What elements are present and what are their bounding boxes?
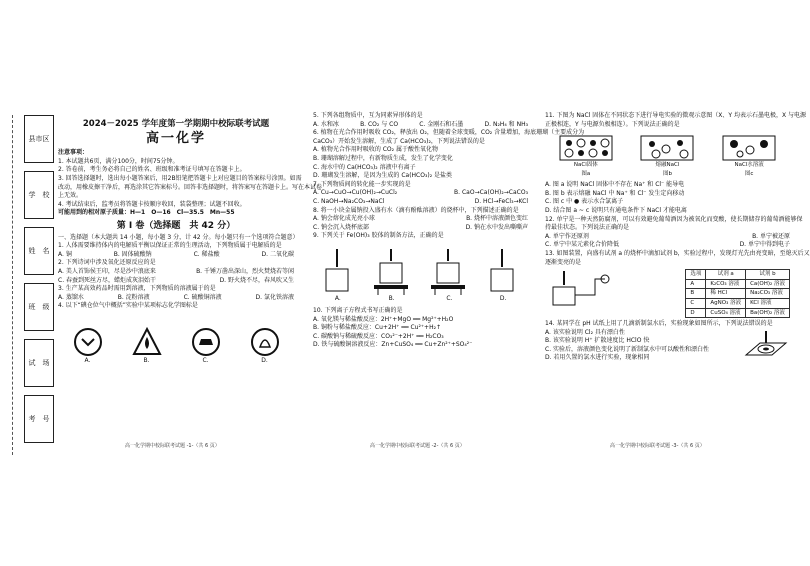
question-stem-cont: 持最佳状态。下列说法正确的是	[545, 224, 630, 232]
heated-beaker-icon	[370, 247, 414, 295]
option: D. 若用久置的氯水进行实验，现象相同	[545, 354, 650, 362]
instruction-item: 4. 考试结束后，监考员将答题卡按顺序收回，装袋整理；试题不回收。	[58, 200, 246, 208]
figure-option	[427, 247, 471, 304]
nacl-conductivity-figure	[545, 132, 790, 178]
question-stem: 7. 下列物质间的转化能一步实现的是	[313, 180, 411, 188]
question-stem: 5. 下列各组物质中，互为同素异形体的是	[313, 112, 423, 119]
candidate-info-sidebar	[10, 115, 55, 455]
question-stem: 12. 单宁是一种天然防腐剂，可以有效避免葡萄酒因为被氧化而变酸，使长期储存的葡萄酒能够保	[545, 215, 803, 223]
table-cell: KCl 溶液	[746, 298, 790, 308]
table-header-row	[686, 270, 790, 280]
figure-option	[370, 247, 414, 304]
table-cell: A	[686, 279, 706, 289]
option: A. 单宁作还原剂	[545, 232, 589, 240]
instruction-item: 上无效。	[58, 192, 83, 200]
option: D.	[499, 295, 507, 303]
figure-tag: 图c	[744, 170, 754, 177]
field-label: 姓 名	[28, 246, 50, 255]
option: D. HCl→FeCl₃→KCl	[474, 197, 528, 205]
exam-title: 2024－2025 学年度第一学期期中校际联考试题	[82, 119, 270, 129]
option: C.	[202, 357, 209, 365]
table-row	[686, 279, 790, 289]
figure-option	[250, 327, 280, 366]
option: D. N₂H₄ 和 NH₃	[484, 120, 528, 128]
option: C. 金刚石和石墨	[419, 120, 464, 128]
page-3-column	[545, 112, 810, 363]
atomic-masses	[58, 209, 294, 218]
question-stem: 2. 下列诗词中涉及氧化还原反应的是	[58, 259, 156, 267]
instruction-item: 3. 回答选择题时，选出每小题答案后，用2B铅笔把答题卡上对应题目的答案标号涂黑。如需	[58, 174, 302, 182]
option: A. 氧化镁与稀盐酸反应：2H⁺+MgO ══ Mg²⁺+H₂O	[313, 315, 454, 323]
option: A.	[334, 295, 341, 303]
question-stem: 3. 生产某高效药品时需用到溶液，下列物质的溶液属于的是	[58, 285, 216, 293]
atomic-masses-values: H—1 O—16 Cl—35.5 Mn—55	[130, 209, 235, 217]
option: D. 单宁中得到电子	[739, 241, 790, 249]
option: A. 钠会熔化成光亮小球	[313, 215, 375, 223]
table-cell: C	[686, 298, 706, 308]
option: C. 钠会沉入烧杯底部	[313, 223, 370, 231]
figure-panel	[722, 135, 776, 178]
atomic-masses-label: 可能用到的相对原子质量：	[58, 209, 131, 217]
safety-icons-figure	[58, 314, 294, 366]
option-row	[313, 121, 528, 130]
option-row	[313, 189, 528, 198]
table-cell: AgNO₃ 溶液	[706, 298, 746, 308]
question-stem: 1. 人体需要维持体内的电解质平衡以保证正常的生理活动，下列物质属于电解质的是	[58, 242, 282, 250]
table-row	[686, 289, 790, 299]
field-district	[24, 115, 54, 163]
option: C. 实验后，溶液颜色变化说明了新制氯水中可以酸性和漂白性	[545, 345, 710, 353]
option: B. 千锤万凿出深山，烈火焚烧若等闲	[196, 267, 294, 275]
table-row	[686, 298, 790, 308]
ion-lattice-icon	[722, 135, 776, 161]
part1-heading: 第 Ⅰ 卷（选择题 共 42 分）	[116, 220, 236, 231]
question-stem: 14. 某同学在 pH 试纸上用了几滴新制氯水后，实验现象如图所示，下列说法错误的是	[545, 320, 773, 328]
q13-layout	[545, 269, 790, 318]
field-label: 试 场	[28, 358, 50, 367]
table-cell: Na₂CO₃ 溶液	[746, 289, 790, 299]
beaker-dropper-icon	[485, 247, 521, 295]
figure-option	[191, 327, 221, 366]
option: C. NaOH→Na₂CO₃→NaCl	[313, 197, 385, 205]
question-stem-cont: 正极相连，Y 与电源负极相连）。下列说法正确的是	[545, 120, 680, 128]
option: A.	[84, 357, 91, 365]
figure-option	[485, 247, 521, 304]
option: B. 单宁被还原	[752, 232, 790, 240]
subject-title: 高一化学	[145, 130, 206, 146]
question-stem-cont: CaCO₃）开始发生溶解，生成了 Ca(HCO₃)₂，下列说法错误的是	[313, 137, 485, 145]
question-stem: 9. 下列关于 Fe(OH)₃ 胶体的制备方法，正确的是	[313, 232, 444, 240]
option: A. 图 a 说明 NaCl 固体中不存在 Na⁺ 和 Cl⁻ 能导电	[545, 181, 685, 189]
option: A. 铜	[58, 250, 72, 258]
colloid-apparatus-figure	[313, 244, 528, 304]
field-label: 班 级	[28, 302, 50, 311]
page-footer: 高一化学期中校际联考试题 -1-（共 6 页）	[125, 443, 220, 449]
table-header: 试剂 a	[706, 270, 746, 280]
table-cell: B	[686, 289, 706, 299]
option: B. 烧杯中溶液颜色变红	[466, 215, 528, 223]
figure-label: NaCl水溶液	[734, 162, 764, 168]
figure-label: 熔融NaCl	[655, 162, 680, 168]
option: A. 水和冰	[313, 120, 339, 128]
option: B. 铜粉与稀盐酸反应：Cu+2H⁺ ══ Cu²⁺+H₂↑	[313, 324, 442, 332]
option: C. 稀盐酸	[193, 250, 220, 258]
option: C. 海水中的 Ca(HCO₃)₂ 溶液中有离子	[313, 163, 416, 171]
figure-tag: 图b	[662, 170, 672, 177]
option: D.	[261, 357, 268, 365]
option: B. 该实验说明 H⁺ 扩散速度比 HClO 快	[545, 337, 650, 345]
instruction-item: 2. 答卷前，考生务必将自己的姓名、班级和准考证号填写在答题卡上。	[58, 166, 246, 174]
page-footer: 高一化学期中校际联考试题 -2-（共 6 页）	[370, 443, 465, 449]
field-exam-number	[24, 395, 54, 443]
option: B. CO₂ 与 CO	[360, 120, 399, 128]
option: B. 珊瑚溶解过程中，有新物质生成，发生了化学变化	[313, 154, 453, 162]
option: A. 蒸馏水	[58, 293, 84, 301]
field-exam-room	[24, 339, 54, 387]
question-stem: 8. 将一小块金属钠投入盛有水（滴有酚酞溶液）的烧杯中，下列描述正确的是	[313, 206, 519, 214]
flammable-warning-icon	[132, 327, 162, 357]
option-row	[58, 268, 294, 277]
table-cell: D	[686, 308, 706, 318]
field-name	[24, 227, 54, 275]
table-cell: Ba(OH)₂ 溶液	[746, 308, 790, 318]
figure-panel	[559, 135, 613, 178]
option: B.	[388, 295, 395, 303]
ph-paper-icon	[742, 329, 790, 363]
option: B.	[143, 357, 150, 365]
hand-wash-icon	[191, 327, 221, 357]
reagent-table	[685, 269, 790, 318]
figure-option	[132, 327, 162, 366]
option-row	[313, 198, 528, 207]
option: D. 二氧化碳	[261, 250, 294, 258]
question-stem: 4. 以下“碘仓位气中概括”实验中某项标志化学图标是	[58, 302, 198, 310]
field-label: 县市区	[28, 134, 50, 143]
option: D. 氯化铁溶液	[255, 293, 294, 301]
option: D. 钠在水中发出嘶嘶声	[465, 223, 528, 231]
part1-intro: 一、选择题（本大题共 14 小题，每小题 3 分，计 42 分。每小题只有一个选项符合题意）	[58, 233, 299, 241]
option: A. 美人首饰侯王印，尽是沙中浪底来	[58, 267, 156, 275]
option: B. 淀粉溶液	[117, 293, 150, 301]
table-cell: K₂CO₃ 溶液	[706, 279, 746, 289]
question-stem: 11. 下图为 NaCl 固体在不同状态下进行导电实验的微观示意图（X、Y 均表示石墨电极，X 与电源	[545, 112, 806, 119]
option-row	[545, 241, 790, 250]
figure-option	[320, 247, 356, 304]
figure-tag: 图a	[581, 170, 591, 177]
figure-option	[73, 327, 103, 366]
option: B. CaO→Ca(OH)₂→CaCO₃	[454, 189, 528, 197]
heated-beaker-icon	[427, 247, 471, 295]
option: C. 硫酸铜溶液	[183, 293, 222, 301]
option-row	[58, 294, 294, 303]
ion-lattice-icon	[640, 135, 694, 161]
question-stem: 6. 植物在光合作用时吸收 CO₂，释放出 O₂，但随着全球变暖，CO₂ 含量增加，海底珊瑚（主要成分为	[313, 129, 585, 137]
figure-panel	[640, 135, 694, 178]
option: B. 固体硫酸钠	[113, 250, 152, 258]
beaker-dropper-icon	[320, 247, 356, 295]
instructions-heading: 注意事项：	[58, 149, 89, 157]
option: D. 铁与硫酸铜溶液反应：Zn+CuSO₄ ══ Cu+Zn²⁺+SO₄²⁻	[313, 341, 473, 349]
heating-icon	[250, 327, 280, 357]
option: D. 野火烧不尽，春风吹又生	[219, 276, 294, 284]
option: A. Cu→CuO→Cu(OH)₂→CuCl₂	[313, 189, 398, 197]
field-label: 考 号	[28, 414, 50, 423]
page-1-column	[58, 112, 323, 369]
option: A. 植物光合作用时吸收的 CO₂ 属于酸性氧化物	[313, 146, 438, 154]
option: C. 单宁中某元素化合价降低	[545, 241, 620, 249]
page-footer: 高一化学期中校际联考试题 -3-（共 6 页）	[610, 443, 705, 449]
question-stem: 13. 如图装置，向盛有试剂 a 的烧杯中滴加试剂 b，实验过程中，发现灯光先由亮变暗，至熄灭后又	[545, 249, 810, 257]
table-cell: Ca(OH)₂ 溶液	[746, 279, 790, 289]
q14-layout	[545, 329, 790, 363]
option: D. 结合图 a ~ c 说明只有通电条件下 NaCl 才能电离	[545, 206, 687, 214]
question-stem: 10. 下列离子方程式书写正确的是	[313, 306, 403, 314]
table-cell: 稀 HCl	[706, 289, 746, 299]
field-school	[24, 171, 54, 219]
figure-label: NaCl固体	[573, 162, 598, 168]
option: C. 图 c 中 ● 表示水合氯离子	[545, 198, 624, 206]
table-row	[686, 308, 790, 318]
option: C.	[446, 295, 453, 303]
conductivity-apparatus-icon	[545, 269, 615, 309]
instruction-item: 改动，用橡皮擦干净后，再选涂其它答案标号。回答非选择题时，将答案写在答题卡上。写在本试卷	[58, 183, 323, 191]
field-label: 学 校	[28, 190, 50, 199]
option: C. 碳酸钠与稀硫酸反应：CO₃²⁻+2H⁺ ══ H₂CO₃	[313, 332, 444, 340]
option-row	[313, 215, 528, 224]
option: B. 图 b 表示熔融 NaCl 中 Na⁺ 和 Cl⁻ 发生定向移动	[545, 189, 685, 197]
question-stem-cont: 逐渐变亮的是	[545, 258, 582, 266]
option: A. 该实验说明 Cl₂ 具有漂白性	[545, 328, 625, 336]
option-row	[58, 277, 294, 286]
option: D. 珊瑚发生溶解，是因为生成的 Ca(HCO₃)₂ 是盐类	[313, 172, 453, 180]
electrical-safety-icon	[73, 327, 103, 357]
table-cell: CuSO₄ 溶液	[706, 308, 746, 318]
field-class	[24, 283, 54, 331]
table-header: 试剂 b	[746, 270, 790, 280]
instruction-item: 1. 本试题共6页，满分100分，时间75分钟。	[58, 157, 179, 165]
table-header: 选项	[686, 270, 706, 280]
binding-line	[12, 115, 19, 455]
ion-lattice-icon	[559, 135, 613, 161]
option: C. 春蚕到死丝方尽，蜡炬成灰泪始干	[58, 276, 157, 284]
q14-options	[545, 329, 709, 363]
